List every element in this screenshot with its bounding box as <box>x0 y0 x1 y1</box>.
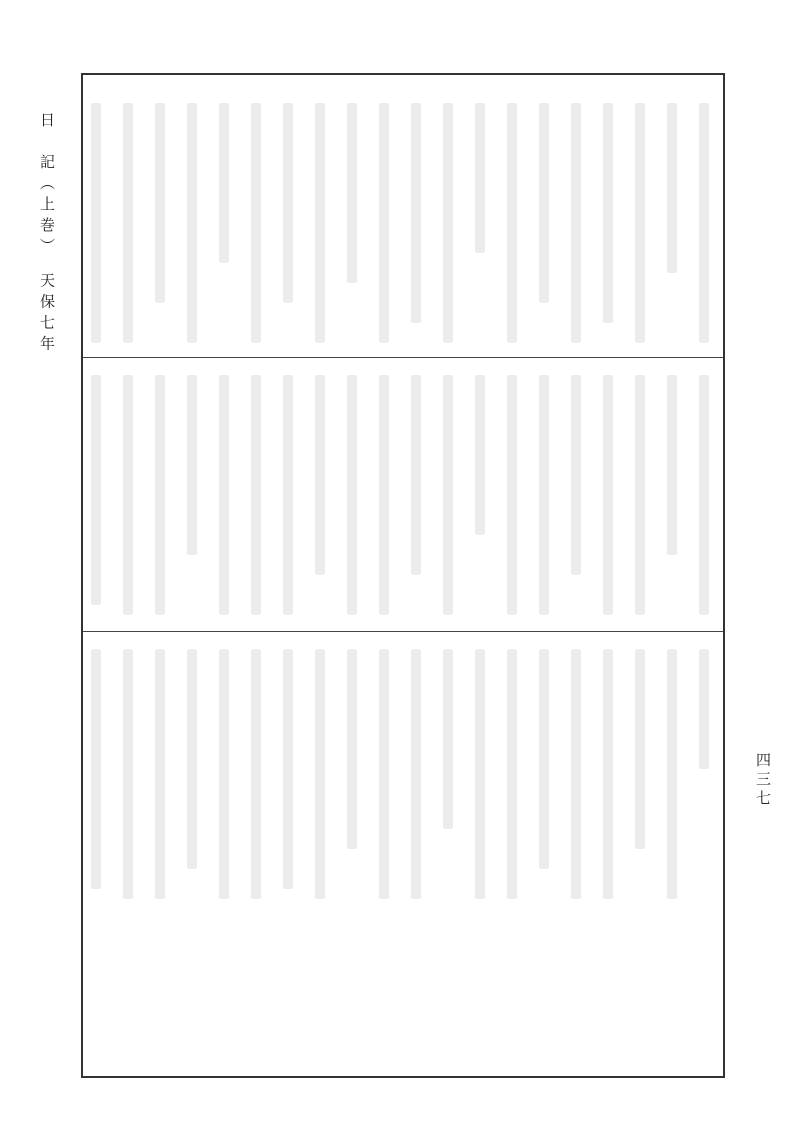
text-column-unread <box>187 103 197 343</box>
text-column-unread <box>123 103 133 343</box>
text-column-unread <box>251 649 261 899</box>
text-column-unread <box>219 375 229 615</box>
text-frame <box>81 73 725 1078</box>
text-column-unread <box>667 649 677 899</box>
text-column-unread <box>571 649 581 899</box>
text-column-unread <box>251 375 261 615</box>
text-column-unread <box>539 103 549 303</box>
text-column-unread <box>443 103 453 343</box>
text-column-unread <box>347 375 357 615</box>
text-column-unread <box>283 649 293 889</box>
text-column-unread <box>667 103 677 273</box>
text-column-unread <box>443 375 453 615</box>
text-column-unread <box>123 375 133 615</box>
text-column-unread <box>571 103 581 343</box>
text-column-unread <box>379 649 389 899</box>
text-column-unread <box>475 103 485 253</box>
text-column-unread <box>635 375 645 615</box>
text-column-unread <box>91 649 101 889</box>
text-column-unread <box>411 649 421 899</box>
text-column-unread <box>379 375 389 615</box>
text-column-unread <box>187 375 197 555</box>
text-column-unread <box>603 375 613 615</box>
section-divider-top <box>83 357 723 358</box>
text-column-unread <box>379 103 389 343</box>
text-column-unread <box>571 375 581 575</box>
text-column-unread <box>315 649 325 899</box>
text-column-unread <box>411 103 421 323</box>
text-column-unread <box>251 103 261 343</box>
text-column-unread <box>443 649 453 829</box>
text-column-unread <box>155 103 165 303</box>
text-column-unread <box>155 375 165 615</box>
text-column-unread <box>219 103 229 263</box>
text-column-unread <box>699 103 709 343</box>
text-column-unread <box>91 375 101 605</box>
text-column-unread <box>603 649 613 899</box>
text-column-unread <box>187 649 197 869</box>
text-column-unread <box>315 375 325 575</box>
text-column-unread <box>411 375 421 575</box>
text-column-unread <box>219 649 229 899</box>
section-divider-bottom <box>83 631 723 632</box>
text-column-unread <box>475 649 485 899</box>
text-column-unread <box>539 375 549 615</box>
text-column-unread <box>603 103 613 323</box>
text-column-unread <box>635 649 645 849</box>
text-column-unread <box>123 649 133 899</box>
text-column-unread <box>283 375 293 615</box>
text-column-unread <box>507 103 517 343</box>
text-column-unread <box>699 375 709 615</box>
running-head: 日 記（上巻） 天保七年 <box>38 112 56 357</box>
text-column-unread <box>699 649 709 769</box>
text-column-unread <box>475 375 485 535</box>
text-column-unread <box>315 103 325 343</box>
text-column-unread <box>539 649 549 869</box>
text-column-unread <box>507 375 517 615</box>
text-column-unread <box>347 103 357 283</box>
text-column-unread <box>155 649 165 899</box>
text-column-unread <box>347 649 357 849</box>
text-column-unread <box>507 649 517 899</box>
text-column-unread <box>635 103 645 343</box>
text-column-unread <box>667 375 677 555</box>
text-column-unread <box>283 103 293 303</box>
text-column-unread <box>91 103 101 343</box>
page-number: 四三七 <box>754 752 772 809</box>
